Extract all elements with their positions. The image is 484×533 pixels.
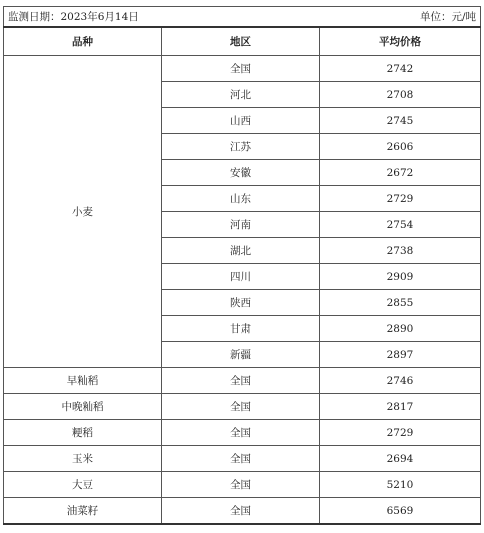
table-row: [4, 498, 481, 525]
region-cell: 全国: [162, 368, 320, 394]
price-cell: 2738: [320, 238, 481, 264]
region-cell: 四川: [162, 264, 320, 290]
price-cell: 2890: [320, 316, 481, 342]
region-cell: 全国: [162, 420, 320, 446]
header-avg-price: 平均价格: [320, 27, 481, 56]
region-cell: 江苏: [162, 134, 320, 160]
price-cell: 2855: [320, 290, 481, 316]
region-cell: 新疆: [162, 342, 320, 368]
region-cell: 河南: [162, 212, 320, 238]
region-cell: 河北: [162, 82, 320, 108]
region-cell: 全国: [162, 498, 320, 525]
region-cell: 陕西: [162, 290, 320, 316]
table-meta-row: [4, 7, 481, 28]
price-cell: 2672: [320, 160, 481, 186]
table-header-row: [4, 27, 481, 56]
price-cell: 2729: [320, 420, 481, 446]
price-cell: 5210: [320, 472, 481, 498]
region-cell: 湖北: [162, 238, 320, 264]
price-cell: 2729: [320, 186, 481, 212]
variety-cell: 早籼稻: [4, 368, 162, 394]
table-row: [4, 420, 481, 446]
region-cell: 全国: [162, 472, 320, 498]
price-cell: 2745: [320, 108, 481, 134]
variety-cell: 粳稻: [4, 420, 162, 446]
variety-cell: 小麦: [4, 56, 162, 368]
region-cell: 全国: [162, 394, 320, 420]
variety-cell: 玉米: [4, 446, 162, 472]
variety-cell: 大豆: [4, 472, 162, 498]
table-row: [4, 446, 481, 472]
table-row: [4, 56, 481, 82]
price-cell: 2708: [320, 82, 481, 108]
region-cell: 甘肃: [162, 316, 320, 342]
price-cell: 2694: [320, 446, 481, 472]
region-cell: 全国: [162, 56, 320, 82]
unit-label: 单位：元/吨: [320, 7, 481, 28]
price-cell: 2817: [320, 394, 481, 420]
price-cell: 2746: [320, 368, 481, 394]
price-cell: 2754: [320, 212, 481, 238]
region-cell: 安徽: [162, 160, 320, 186]
header-variety: 品种: [4, 27, 162, 56]
table-row: [4, 472, 481, 498]
meta-spacer: [162, 7, 320, 28]
table-body: [4, 7, 481, 525]
price-cell: 2606: [320, 134, 481, 160]
region-cell: 山东: [162, 186, 320, 212]
table-row: [4, 394, 481, 420]
price-cell: 6569: [320, 498, 481, 525]
grain-price-table: [3, 6, 481, 525]
region-cell: 山西: [162, 108, 320, 134]
table-row: [4, 368, 481, 394]
price-cell: 2909: [320, 264, 481, 290]
header-region: 地区: [162, 27, 320, 56]
variety-cell: 油菜籽: [4, 498, 162, 525]
price-cell: 2742: [320, 56, 481, 82]
monitor-date: 监测日期：2023年6月14日: [4, 7, 162, 28]
region-cell: 全国: [162, 446, 320, 472]
variety-cell: 中晚籼稻: [4, 394, 162, 420]
price-cell: 2897: [320, 342, 481, 368]
